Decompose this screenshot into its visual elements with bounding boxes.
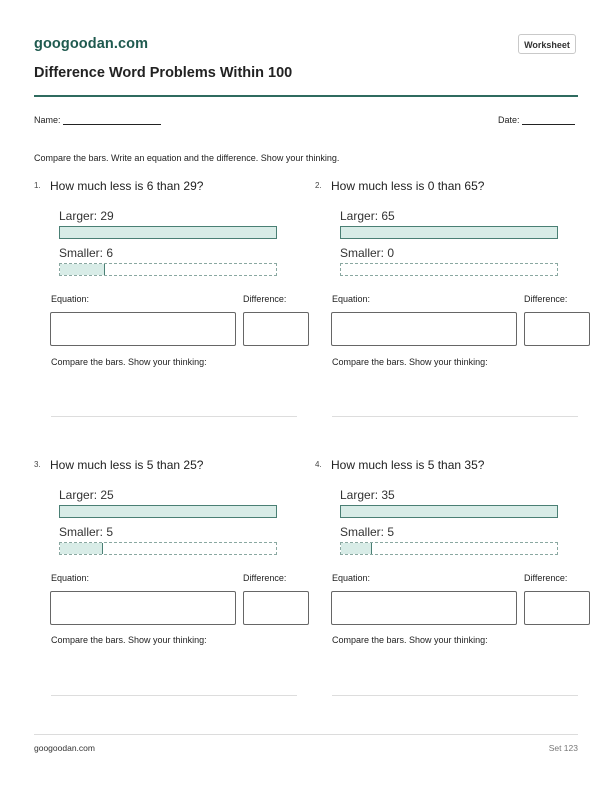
equation-input[interactable]: [50, 591, 236, 625]
larger-label: Larger: 25: [59, 488, 114, 502]
brand-logo: googoodan.com: [34, 36, 149, 52]
difference-input[interactable]: [524, 312, 590, 346]
smaller-label: Smaller: 0: [340, 246, 395, 260]
thinking-label: Compare the bars. Show your thinking:: [51, 635, 207, 645]
instructions: Compare the bars. Write an equation and the difference. Show your thinking.: [34, 153, 340, 163]
difference-label: Difference:: [524, 294, 568, 304]
smaller-label: Smaller: 5: [340, 525, 395, 539]
footer-divider: [34, 734, 578, 735]
larger-bar: [340, 505, 558, 518]
larger-bar: [59, 505, 277, 518]
problem-question: How much less is 5 than 25?: [50, 458, 204, 472]
smaller-label: Smaller: 6: [59, 246, 114, 260]
name-label: Name:: [34, 115, 61, 125]
equation-label: Equation:: [51, 294, 90, 304]
larger-label: Larger: 35: [340, 488, 395, 502]
equation-input[interactable]: [50, 312, 236, 346]
problem-number: 2.: [315, 181, 322, 190]
equation-input[interactable]: [331, 312, 517, 346]
footer-set: Set 123: [548, 743, 578, 753]
name-field[interactable]: [34, 115, 161, 125]
difference-label: Difference:: [243, 294, 287, 304]
problem-card: [34, 460, 304, 720]
smaller-bar: [59, 542, 277, 555]
thinking-line[interactable]: [332, 695, 578, 696]
worksheet-badge: Worksheet: [518, 34, 576, 54]
footer-site: googoodan.com: [34, 743, 95, 753]
thinking-line[interactable]: [332, 416, 578, 417]
equation-label: Equation:: [332, 573, 371, 583]
problem-card: [315, 181, 585, 441]
problem-number: 1.: [34, 181, 41, 190]
difference-label: Difference:: [524, 573, 568, 583]
larger-bar: [340, 226, 558, 239]
problem-card: [315, 460, 585, 720]
larger-label: Larger: 65: [340, 209, 395, 223]
equation-label: Equation:: [51, 573, 90, 583]
difference-label: Difference:: [243, 573, 287, 583]
smaller-bar: [340, 263, 558, 276]
thinking-label: Compare the bars. Show your thinking:: [332, 635, 488, 645]
equation-label: Equation:: [332, 294, 371, 304]
difference-input[interactable]: [524, 591, 590, 625]
thinking-line[interactable]: [51, 416, 297, 417]
problem-question: How much less is 5 than 35?: [331, 458, 485, 472]
date-field[interactable]: [498, 115, 575, 125]
difference-input[interactable]: [243, 312, 309, 346]
problem-question: How much less is 0 than 65?: [331, 179, 485, 193]
difference-input[interactable]: [243, 591, 309, 625]
larger-label: Larger: 29: [59, 209, 114, 223]
thinking-line[interactable]: [51, 695, 297, 696]
thinking-label: Compare the bars. Show your thinking:: [51, 357, 207, 367]
smaller-bar-fill: [60, 543, 103, 554]
smaller-bar-fill: [341, 543, 372, 554]
problem-number: 3.: [34, 460, 41, 469]
problem-number: 4.: [315, 460, 322, 469]
page-title: Difference Word Problems Within 100: [34, 65, 293, 81]
smaller-bar-fill: [60, 264, 105, 275]
equation-input[interactable]: [331, 591, 517, 625]
larger-bar: [59, 226, 277, 239]
problem-card: [34, 181, 304, 441]
thinking-label: Compare the bars. Show your thinking:: [332, 357, 488, 367]
header-divider: [34, 95, 578, 97]
problem-question: How much less is 6 than 29?: [50, 179, 204, 193]
smaller-bar: [340, 542, 558, 555]
smaller-bar: [59, 263, 277, 276]
date-line[interactable]: [522, 115, 575, 125]
date-label: Date:: [498, 115, 520, 125]
name-line[interactable]: [63, 115, 161, 125]
smaller-label: Smaller: 5: [59, 525, 114, 539]
